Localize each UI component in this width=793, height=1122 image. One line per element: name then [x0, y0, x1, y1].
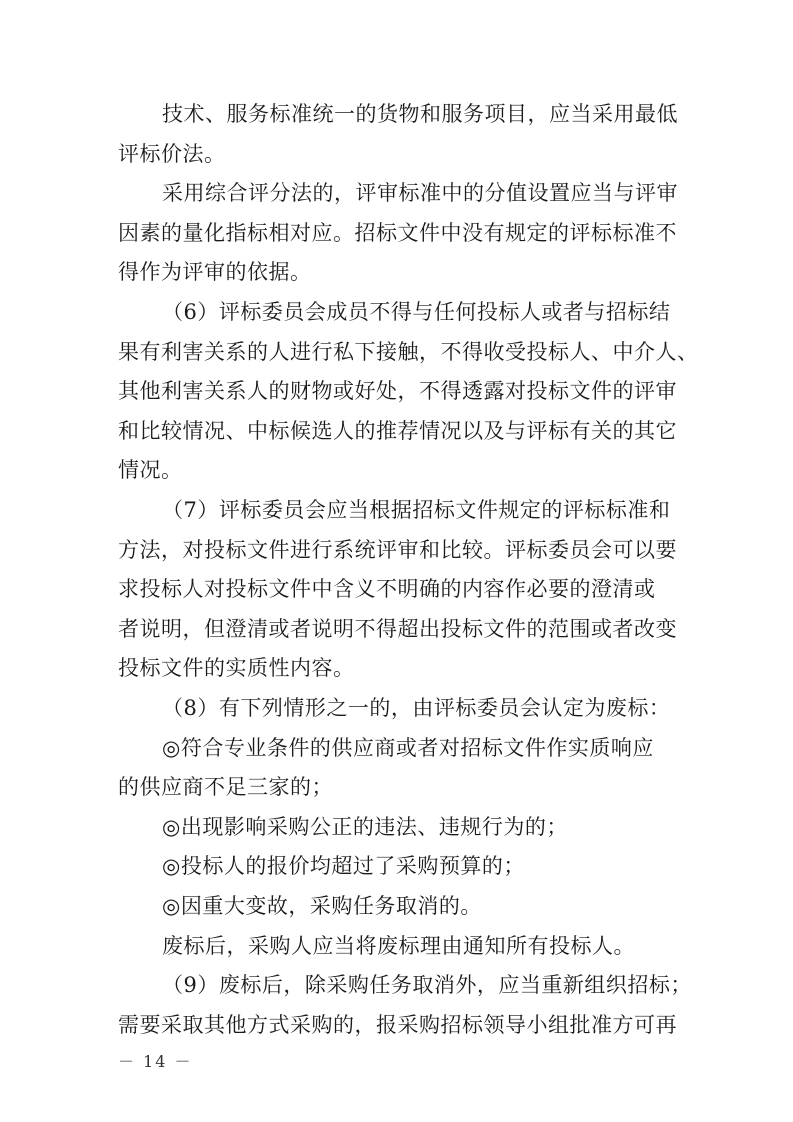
page-number: － 14 － — [118, 1052, 193, 1071]
text-line: ◎符合专业条件的供应商或者对招标文件作实质响应 — [162, 736, 654, 760]
text-line: 其他利害关系人的财物或好处，不得透露对投标文件的评审 — [118, 379, 677, 403]
text-line: 情况。 — [118, 458, 183, 482]
text-line: 采用综合评分法的，评审标准中的分值设置应当与评审 — [162, 181, 678, 205]
text-line: 需要采取其他方式采购的，报采购招标领导小组批准方可再 — [118, 1013, 677, 1037]
text-line: （8）有下列情形之一的，由评标委员会认定为废标： — [162, 696, 671, 720]
text-line: 因素的量化指标相对应。招标文件中没有规定的评标标准不 — [118, 221, 677, 245]
text-line: 方法，对投标文件进行系统评审和比较。评标委员会可以要 — [118, 538, 677, 562]
text-line: ◎投标人的报价均超过了采购预算的； — [162, 854, 525, 878]
text-line: 的供应商不足三家的； — [118, 775, 333, 799]
text-line: 评标价法。 — [118, 142, 226, 166]
text-line: 求投标人对投标文件中含义不明确的内容作必要的澄清或 — [118, 577, 656, 601]
text-line: 得作为评审的依据。 — [118, 260, 312, 284]
text-line: （6）评标委员会成员不得与任何投标人或者与招标结 — [162, 300, 671, 324]
text-line: （7）评标委员会应当根据招标文件规定的评标标准和 — [162, 498, 671, 522]
text-line: ◎因重大变故，采购任务取消的。 — [162, 894, 482, 918]
text-line: 技术、服务标准统一的货物和服务项目，应当采用最低 — [162, 102, 678, 126]
text-line: 果有利害关系的人进行私下接触，不得收受投标人、中介人、 — [118, 340, 699, 364]
text-line: 者说明，但澄清或者说明不得超出投标文件的范围或者改变 — [118, 617, 677, 641]
text-line: （9）废标后，除采购任务取消外，应当重新组织招标； — [162, 973, 692, 997]
text-line: 投标文件的实质性内容。 — [118, 656, 355, 680]
text-line: ◎出现影响采购公正的违法、违规行为的； — [162, 815, 568, 839]
text-line: 废标后，采购人应当将废标理由通知所有投标人。 — [162, 934, 635, 958]
text-line: 和比较情况、中标候选人的推荐情况以及与评标有关的其它 — [118, 419, 677, 443]
